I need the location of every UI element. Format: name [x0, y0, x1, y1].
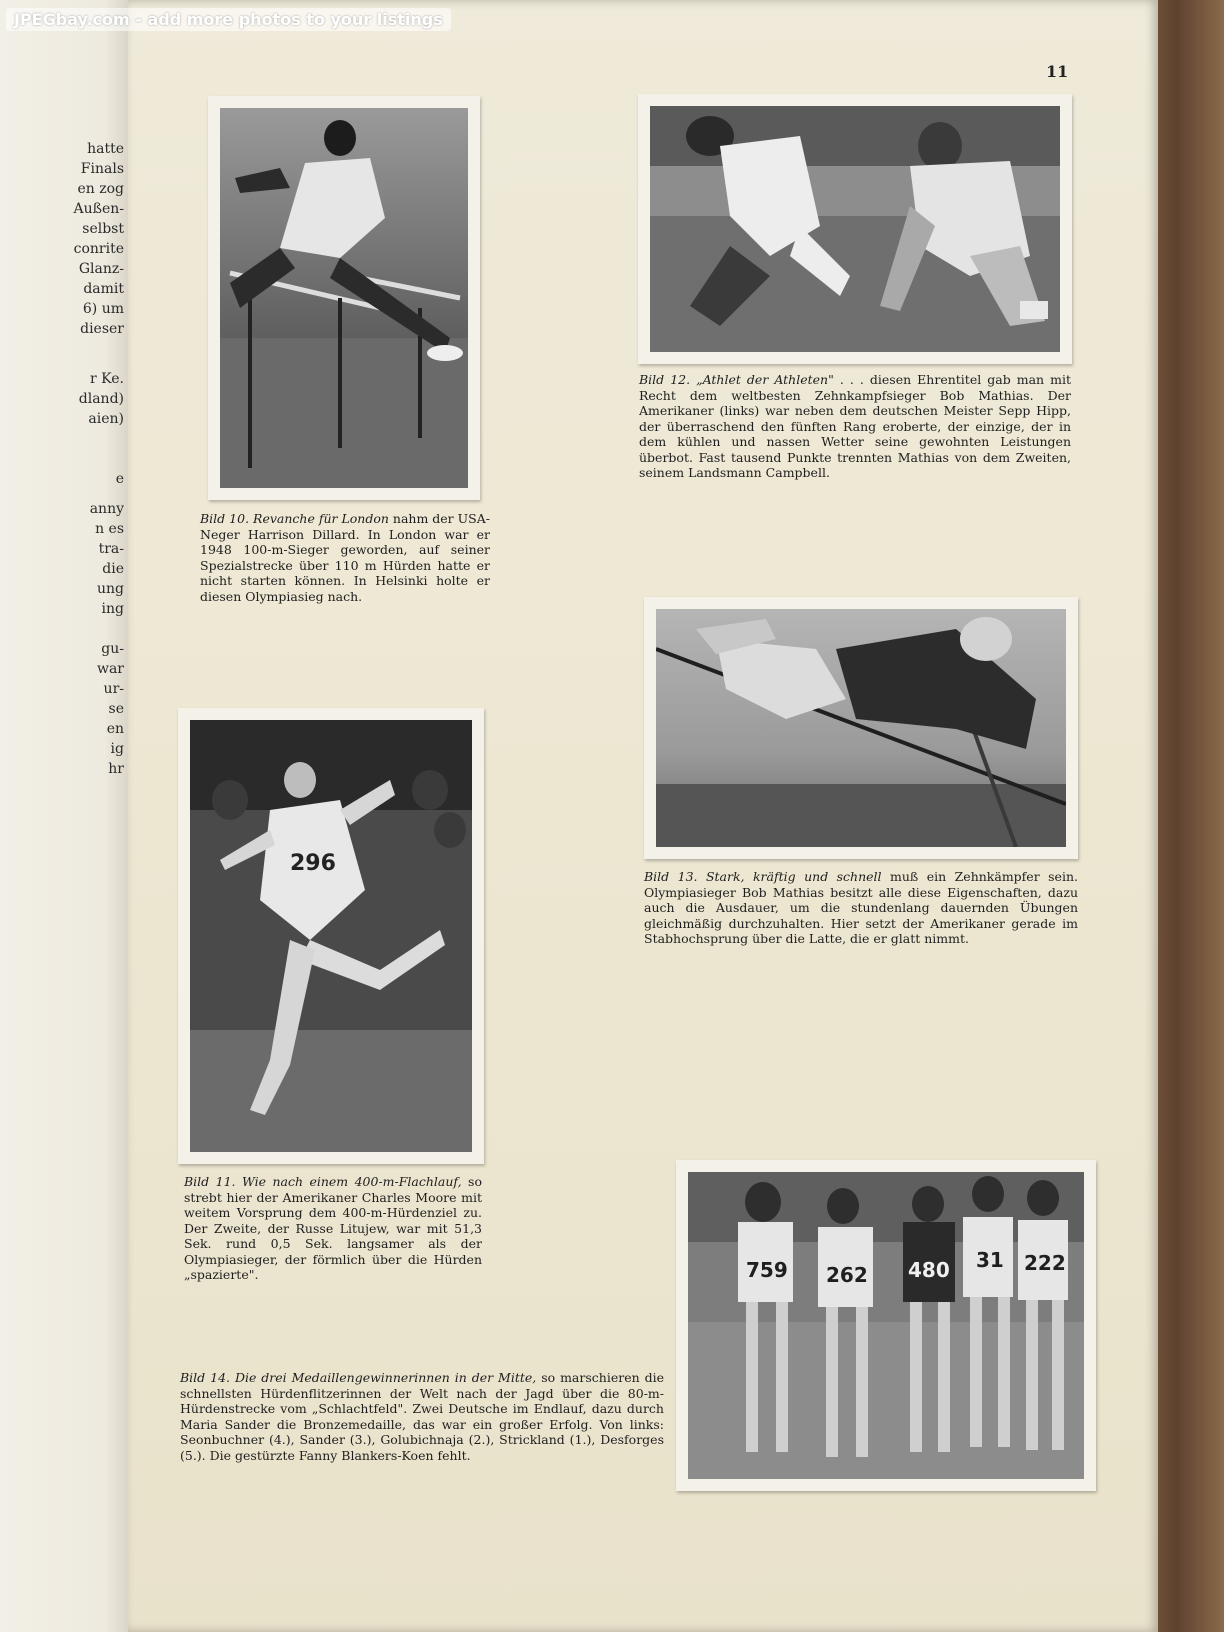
caption-bild-10 [200, 511, 490, 604]
caption-label: Bild 11. [184, 1174, 236, 1189]
caption-lead: „Athlet der Athleten" [696, 372, 834, 387]
photo-pole-vault-image [656, 609, 1066, 847]
caption-text: so strebt hier der Amerikaner Charles Moore mit weitem Vorsprung dem 400-m-Hürdenziel zu. Der Zweite, der Russe Litujew, war mit 51,3 Sek. rund 0,5 Sek. langsamer als der Olympiasieger, der förmlich über die Hürden „spazierte". [184, 1174, 482, 1282]
left-page-fragment: dieser [80, 321, 124, 337]
watermark-text: JPEGbay.com - add more photos to your listings [6, 8, 451, 31]
left-page-fragment: anny [89, 501, 124, 517]
caption-lead: Wie nach einem 400-m-Flachlauf, [241, 1174, 462, 1189]
left-page-fragment: die [102, 561, 124, 577]
caption-label: Bild 10. [200, 511, 250, 526]
left-page-fragment: en [106, 721, 124, 737]
caption-lead: Die drei Medaillengewinnerinnen in der Mitte, [234, 1370, 537, 1385]
bib-number-bild11: 296 [290, 851, 336, 876]
photo-hurdler-image [220, 108, 468, 488]
left-page-fragment: en zog [77, 181, 124, 197]
left-page-fragment: hatte [87, 141, 124, 157]
photo-female-hurdlers-image [688, 1172, 1084, 1479]
left-page-fragment: e [115, 471, 124, 487]
bib-number-3: 480 [908, 1258, 950, 1282]
left-page-fragment: Glanz- [78, 261, 124, 277]
caption-text: nahm der USA-Neger Harrison Dillard. In London war er 1948 100-m-Sieger geworden, auf seiner Spezialstrecke über 110 m Hürden hatte er nicht starten können. In Helsinki holte er diesen Olympiasieg nach. [200, 511, 490, 604]
caption-bild-14 [180, 1370, 664, 1463]
photo-400m-hurdles-image [190, 720, 472, 1152]
bib-number-4: 31 [976, 1248, 1004, 1272]
photo-bild-13 [644, 597, 1078, 859]
bib-number-1: 759 [746, 1258, 788, 1282]
photo-bild-10 [208, 96, 480, 500]
caption-text: . . . diesen Ehrentitel gab man mit Recht dem weltbesten Zehnkampfsieger Bob Mathias. Der Amerikaner (links) war neben dem deutschen Meister Sepp Hipp, der überraschend den fünften Rang eroberte, der einzige, der in dem kühlen und nassen Wetter seine gewohnten Leistungen überbot. Fast tausend Punkte trennten Mathias von dem Zweiten, seinem Landsmann Campbell. [639, 372, 1071, 480]
left-page-fragment: tra- [98, 541, 124, 557]
caption-bild-11 [184, 1174, 482, 1283]
left-page-fragment: damit [83, 281, 124, 297]
left-page-fragment: Finals [80, 161, 124, 177]
left-page-fragment: hr [108, 761, 124, 777]
left-page-fragment: Außen- [73, 201, 124, 217]
photo-bild-12 [638, 94, 1072, 364]
left-page-fragment: dland) [78, 391, 124, 407]
left-page-fragment: ur- [103, 681, 124, 697]
caption-bild-13 [644, 869, 1078, 947]
left-page-edge [0, 0, 130, 1632]
left-page-fragment: aien) [88, 411, 124, 427]
caption-label: Bild 13. [644, 869, 698, 884]
left-page-fragment: ung [97, 581, 124, 597]
left-page-fragment: war [96, 661, 124, 677]
photo-bild-14 [676, 1160, 1096, 1491]
left-page-fragment: se [108, 701, 124, 717]
book-page [128, 0, 1158, 1632]
left-page-fragment: n es [95, 521, 124, 537]
bib-number-2: 262 [826, 1263, 868, 1287]
caption-text: so marschieren die schnellsten Hürdenflitzerinnen der Welt nach der Jagd über die 80-m-Hürdenstrecke vom „Schlachtfeld". Zwei Deutsche im Endlauf, dazu durch Maria Sander die Bronzemedaille, das war ein großer Erfolg. Von links: Seonbuchner (4.), Sander (3.), Golubichnaja (2.), Strickland (1.), Desforges (5.). Die gestürzte Fanny Blankers-Koen fehlt. [180, 1370, 664, 1463]
caption-lead: Stark, kräftig und schnell [705, 869, 882, 884]
photo-start-position-image [650, 106, 1060, 352]
left-page-fragment: ing [101, 601, 124, 617]
photo-bild-11 [178, 708, 484, 1164]
page-number: 11 [1046, 62, 1069, 81]
caption-text: muß ein Zehnkämpfer sein. Olympiasieger Bob Mathias besitzt alle diese Eigenschaften, dazu auch die Ausdauer, um die stundenlang dauernden Übungen gleichmäßig durchzuhalten. Hier setzt der Amerikaner gerade im Stabhochsprung über die Latte, die er glatt nimmt. [644, 869, 1078, 946]
left-page-fragment: conrite [73, 241, 124, 257]
left-page-fragment: r Ke. [90, 371, 124, 387]
left-page-fragment: gu- [101, 641, 124, 657]
left-page-fragment: selbst [82, 221, 124, 237]
caption-bild-12 [639, 372, 1071, 481]
caption-label: Bild 14. [180, 1370, 230, 1385]
left-page-fragment: 6) um [82, 301, 124, 317]
caption-lead: Revanche für London [253, 511, 389, 526]
caption-label: Bild 12. [639, 372, 691, 387]
left-page-fragment: ig [110, 741, 124, 757]
bib-number-5: 222 [1024, 1251, 1066, 1275]
